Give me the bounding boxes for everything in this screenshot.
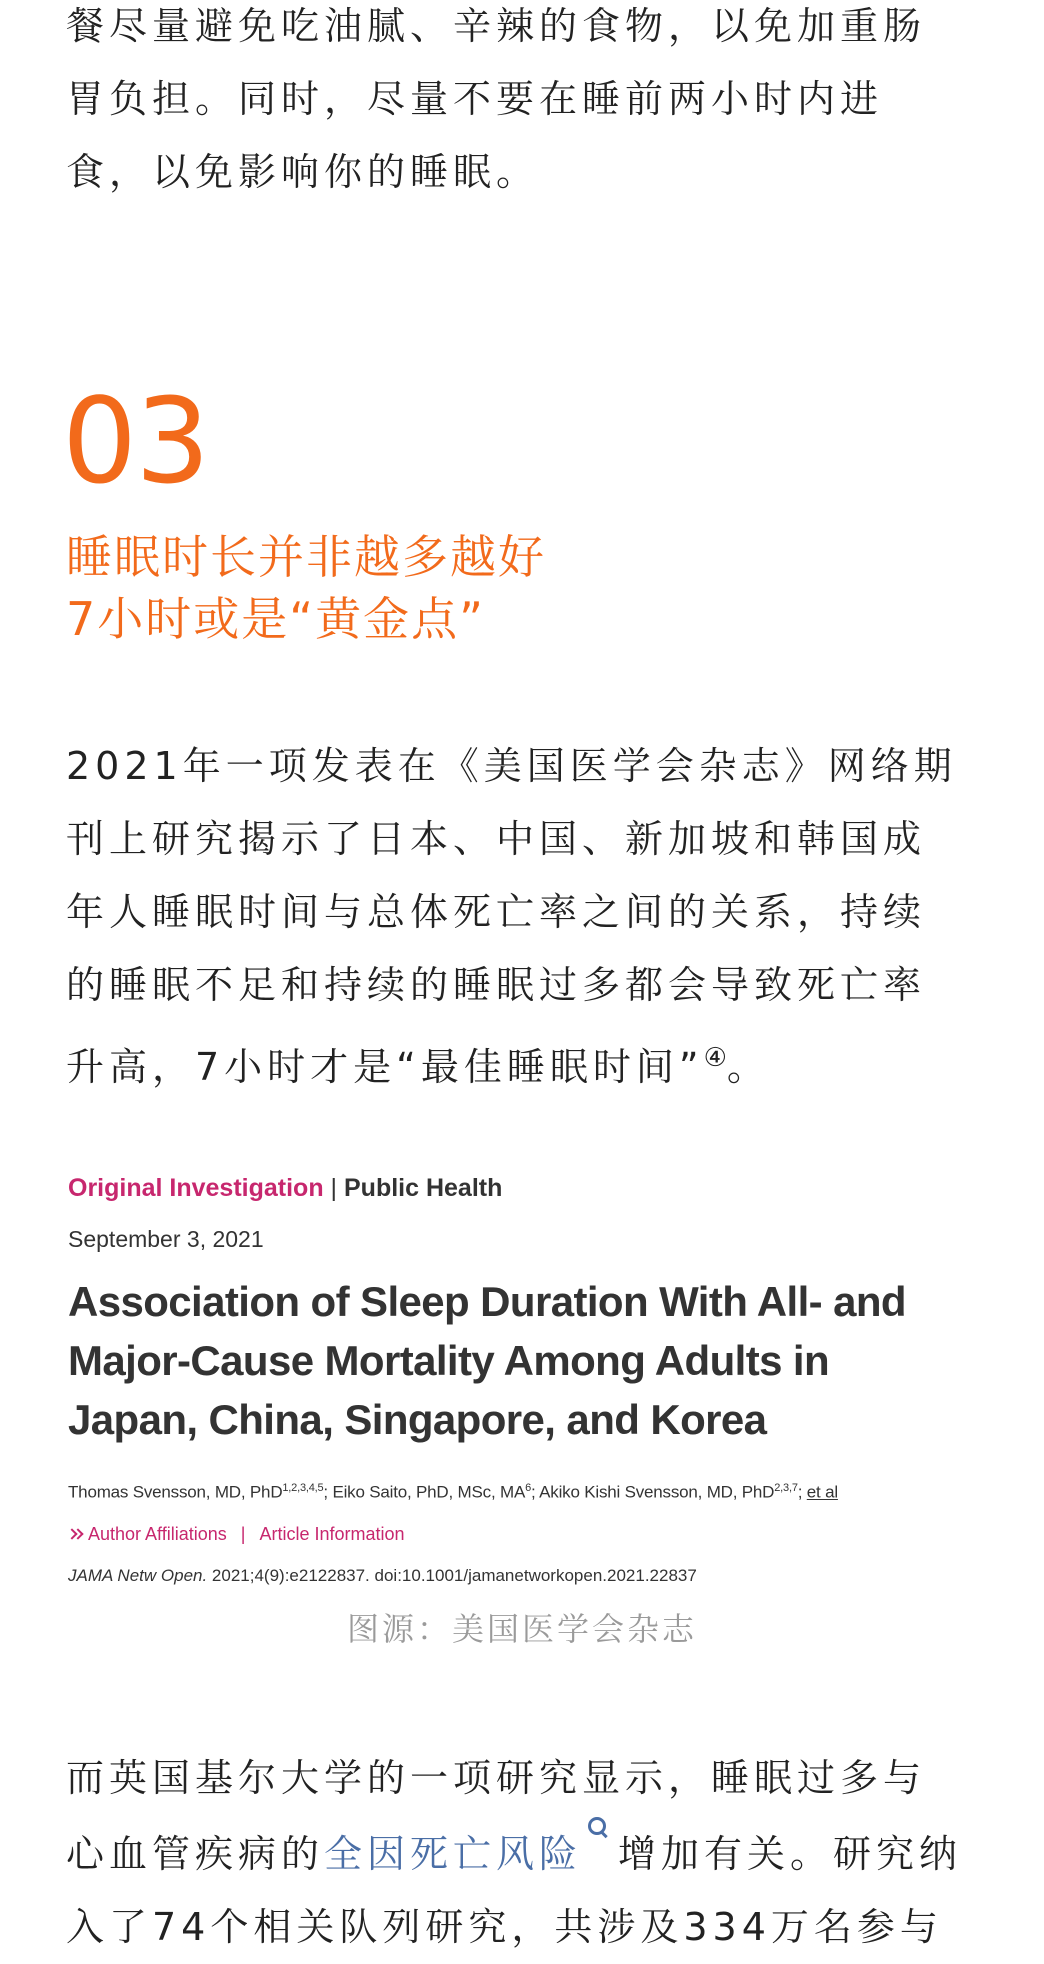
article-category bbox=[68, 1174, 502, 1203]
keele-paragraph bbox=[66, 1742, 986, 1964]
intro-line-2: 胃负担。同时，尽量不要在睡前两小时内进 bbox=[66, 77, 884, 121]
author-1-affiliations: 1,2,3,4,5 bbox=[282, 1482, 324, 1494]
author-2-affiliations: 6 bbox=[525, 1482, 532, 1494]
section-heading-line-2: 7小时或是“黄金点” bbox=[66, 592, 485, 646]
intro-line-3: 食，以免影响你的睡眠。 bbox=[66, 150, 540, 194]
keele-line-2-after: 增加有关。研究纳 bbox=[618, 1832, 963, 1876]
research-line-3: 年人睡眠时间与总体死亡率之间的关系，持续 bbox=[66, 890, 927, 934]
author-affiliations-link[interactable]: Author Affiliations bbox=[88, 1524, 227, 1544]
article-title-line-1: Association of Sleep Duration With All- and bbox=[68, 1278, 906, 1325]
article-links bbox=[68, 1524, 405, 1545]
intro-line-1: 餐尽量避免吃油腻、辛辣的食物，以免加重肠 bbox=[66, 4, 927, 48]
intro-paragraph bbox=[66, 0, 986, 209]
author-3-affiliations: 2,3,7 bbox=[774, 1482, 798, 1494]
reference-mark[interactable]: ④ bbox=[703, 1043, 727, 1073]
et-al-link[interactable]: et al bbox=[806, 1482, 838, 1502]
research-line-5-end: 。 bbox=[726, 1045, 770, 1089]
search-icon[interactable] bbox=[586, 1815, 608, 1837]
section-heading-line-1: 睡眠时长并非越多越好 bbox=[66, 530, 546, 584]
publication-date: September 3, 2021 bbox=[68, 1226, 264, 1252]
category-separator: | bbox=[330, 1174, 338, 1202]
author-list bbox=[68, 1482, 838, 1503]
image-caption: 图源：美国医学会杂志 bbox=[346, 1610, 697, 1648]
keele-line-2 bbox=[66, 1815, 986, 1891]
links-separator: | bbox=[240, 1524, 246, 1544]
category-public-health[interactable]: Public Health bbox=[344, 1174, 503, 1202]
author-list-separator: ; bbox=[797, 1482, 807, 1502]
author-1: Thomas Svensson, MD, PhD bbox=[68, 1482, 283, 1502]
citation-journal: JAMA Netw Open. bbox=[68, 1566, 208, 1585]
keele-line-2-before: 心血管疾病的 bbox=[66, 1832, 325, 1876]
author-2: ; Eiko Saito, PhD, MSc, MA bbox=[323, 1482, 526, 1502]
research-paragraph bbox=[66, 730, 986, 1104]
category-original-investigation[interactable]: Original Investigation bbox=[68, 1174, 324, 1202]
author-3: ; Akiko Kishi Svensson, MD, PhD bbox=[531, 1482, 775, 1502]
article-title-line-3: Japan, China, Singapore, and Korea bbox=[68, 1396, 767, 1443]
research-line-5-text: 升高，7小时才是“最佳睡眠时间” bbox=[66, 1045, 704, 1089]
keele-line-1: 而英国基尔大学的一项研究显示，睡眠过多与 bbox=[66, 1756, 927, 1800]
research-line-1: 2021年一项发表在《美国医学会杂志》网络期 bbox=[66, 744, 957, 788]
double-chevron-right-icon[interactable] bbox=[68, 1527, 82, 1541]
article-title bbox=[68, 1272, 998, 1449]
research-line-4: 的睡眠不足和持续的睡眠过多都会导致死亡率 bbox=[66, 963, 927, 1007]
research-line-5 bbox=[66, 1022, 986, 1104]
article-title-line-2: Major-Cause Mortality Among Adults in bbox=[68, 1337, 830, 1384]
journal-screenshot bbox=[68, 1164, 988, 1594]
section-heading bbox=[66, 526, 546, 650]
section-number: 03 bbox=[62, 372, 209, 510]
keele-line-3: 入了74个相关队列研究，共涉及334万名参与 bbox=[66, 1905, 943, 1949]
all-cause-mortality-link[interactable]: 全因死亡风险 bbox=[324, 1832, 583, 1876]
article-information-link[interactable]: Article Information bbox=[259, 1524, 405, 1544]
article-citation bbox=[68, 1566, 697, 1586]
research-line-2: 刊上研究揭示了日本、中国、新加坡和韩国成 bbox=[66, 817, 927, 861]
citation-details: 2021;4(9):e2122837. doi:10.1001/jamanetworkopen.2021.22837 bbox=[207, 1566, 697, 1585]
